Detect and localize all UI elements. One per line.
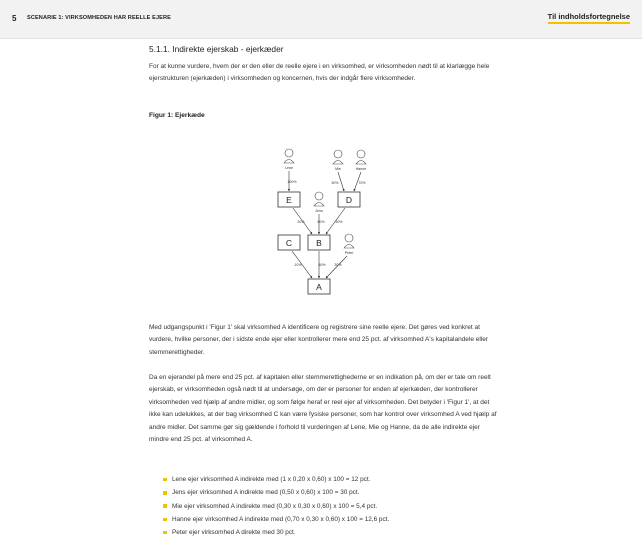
box-label-d: D: [345, 195, 353, 205]
percent-jens-b: 50%: [317, 220, 325, 224]
percent-peter-a: 30%: [334, 263, 342, 267]
person-icon-hanne: [356, 150, 367, 171]
percent-mie-d: 30%: [331, 181, 339, 185]
list-item: Lene ejer virksomhed A indirekte med (1 x 0,20 x 0,60) x 100 = 12 pct.: [163, 473, 389, 486]
company-box-a: [308, 279, 330, 294]
ownership-diagram: [260, 145, 400, 300]
paragraph-intro: For at kunne vurdere, hvem der er den eller de reelle ejere i en virksomhed, er virksomheden nødt til at klarlægge hele ejerstrukturen (ejerkæden) i virksomheden og koncernen, hvis der indgår flere virksomheder.: [149, 63, 490, 83]
list-item: Jens ejer virksomhed A indirekte med (0,50 x 0,60) x 100 = 30 pct.: [163, 486, 389, 499]
section-heading: 5.1.1. Indirekte ejerskab - ejerkæder: [149, 44, 284, 54]
top-bar: [0, 0, 642, 39]
person-icon-lene: [284, 149, 294, 170]
paragraph-control: Da en ejerandel på mere end 25 pct. af kapitalen eller stemmerettighederne er en indikation på, om der er tale om reelt ejerskab, er virksomheden også nødt til at undersøge, om der er personer for enden af ejerkæden, der kontrollerer virksomheden ved hjælp af andre midler, og som følge heraf er reel ejer af virksomheden. Det betyder i 'Figur 1', at det ikke kan udelukkes, at der bag virksomhed C kan være fysiske personer, som har kontrol over virksomhed A ved hjælp af andre midler. Det samme gør sig gældende i forhold til vurderingen af Lene, Mie og Hanne, da de alle indirekte ejer mindre end 25 pct. af virksomhed A.: [149, 374, 497, 444]
person-label-mie: Mie: [335, 167, 341, 171]
percent-hanne-d: 70%: [358, 181, 366, 185]
company-box-e: [278, 192, 300, 207]
ownership-bullet-list: [163, 473, 389, 539]
person-icon-peter: [344, 234, 354, 255]
person-icon-mie: [333, 150, 343, 171]
company-box-d: [338, 192, 360, 207]
person-label-hanne: Hanne: [355, 167, 367, 171]
box-label-a: A: [316, 282, 322, 292]
person-icon-jens: [314, 192, 324, 213]
paragraph-identify: Med udgangspunkt i 'Figur 1' skal virksomhed A identificere og registrere sine reelle ejere. Det gøres ved konkret at vurdere, hvilke personer, der i sidste ende ejer eller kontrollerer mere end 25 pct. af virksomhed A's kapitalandele eller stemmerettigheder.: [149, 324, 489, 356]
percent-b-a: 60%: [318, 263, 326, 267]
person-label-peter: Peter: [344, 251, 354, 255]
person-label-lene: Lene: [285, 166, 293, 170]
heading-wrap: [149, 44, 499, 54]
percent-d-b: 30%: [335, 220, 343, 224]
box-label-b: B: [316, 238, 322, 248]
section-title: SCENARIE 1: VIRKSOMHEDEN HAR REELLE EJERE: [27, 15, 171, 21]
company-box-c: [278, 235, 300, 250]
company-box-b: [308, 235, 330, 250]
list-item: Mie ejer virksomhed A indirekte med (0,30 x 0,30 x 0,60) x 100 = 5,4 pct.: [163, 500, 389, 513]
box-label-e: E: [286, 195, 292, 205]
toc-link[interactable]: Til indholdsfortegnelse: [548, 12, 630, 24]
percent-c-a: 10%: [294, 263, 302, 267]
list-item: Peter ejer virksomhed A direkte med 30 pct.: [163, 526, 389, 539]
page-number: 5: [12, 14, 17, 23]
box-label-c: C: [285, 238, 293, 248]
list-item: Hanne ejer virksomhed A indirekte med (0,70 x 0,30 x 0,60) x 100 = 12,6 pct.: [163, 513, 389, 526]
percent-lene-e: 100%: [287, 180, 297, 184]
percent-e-b: 20%: [297, 220, 305, 224]
figure-caption: Figur 1: Ejerkæde: [149, 112, 205, 119]
person-label-jens: Jens: [315, 209, 323, 213]
